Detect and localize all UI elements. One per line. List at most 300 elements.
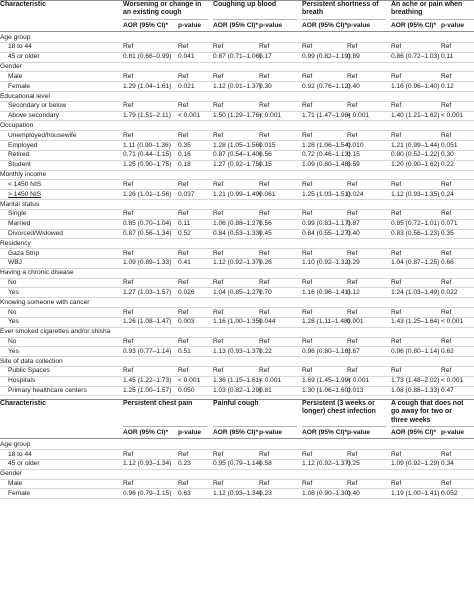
table-cell: Ref: [123, 180, 134, 188]
table-cell: Ref: [178, 308, 189, 316]
table-cell: 0.34: [441, 460, 454, 468]
header-characteristic: Characteristic: [0, 399, 46, 407]
row-label: < 1450 NIS: [8, 180, 42, 188]
table-cell: 1.12 (0.91–1.37): [213, 82, 262, 90]
table-cell: Ref: [347, 367, 358, 375]
table-cell: 0.89: [347, 53, 360, 61]
table-cell: 0.96 (0.79–1.15): [123, 489, 172, 497]
header-pvalue: p-value: [441, 428, 465, 436]
table-cell: 1.50 (1.29–1.76): [213, 112, 262, 120]
table-cell: 1.03 (0.82–1.29): [213, 387, 262, 395]
header-bottom-rule: [0, 438, 474, 439]
table-cell: 0.16: [178, 151, 191, 159]
table-cell: Ref: [391, 210, 402, 218]
table-cell: Ref: [259, 249, 270, 257]
table-cell: < 0.001: [178, 112, 201, 120]
table-cell: 1.11 (0.90–1.36): [123, 141, 171, 149]
row-divider: [0, 179, 474, 180]
header-group-title: breathing: [391, 9, 423, 17]
row-label: > 1450 NIS: [8, 190, 42, 198]
category-label: Educational level: [0, 92, 50, 100]
table-cell: 0.015: [259, 141, 276, 149]
table-cell: 0.30: [259, 82, 272, 90]
table-cell: 1.16 (0.96–1.40): [391, 82, 440, 90]
table-cell: Ref: [178, 279, 189, 287]
table-cell: 1.09 (0.92–1.29): [391, 460, 440, 468]
table-cell: 0.15: [347, 151, 360, 159]
row-label: No: [8, 308, 17, 316]
table-cell: 0.40: [347, 489, 360, 497]
category-label: Monthly income: [0, 171, 47, 179]
row-label: Above secondary: [8, 112, 59, 120]
table-cell: 1.08 (0.90–1.30): [302, 489, 351, 497]
table-cell: < 0.001: [178, 377, 201, 385]
table-cell: Ref: [178, 450, 189, 458]
table-cell: Ref: [259, 210, 270, 218]
table-cell: 0.024: [347, 190, 364, 198]
table-cell: Ref: [259, 338, 270, 346]
row-divider: [0, 238, 474, 239]
table-cell: 1.13 (0.93–1.37): [213, 347, 262, 355]
table-cell: 0.41: [178, 259, 191, 267]
table-cell: Ref: [441, 480, 452, 488]
table-cell: 1.21 (0.99–1.49): [213, 190, 262, 198]
table-cell: 0.95 (0.79–1.14): [213, 460, 262, 468]
table-cell: 0.87 (0.71–1.06): [213, 53, 262, 61]
table-cell: Ref: [213, 338, 224, 346]
table-cell: Ref: [347, 249, 358, 257]
table-cell: < 0.001: [441, 112, 464, 120]
table-cell: 0.061: [259, 190, 276, 198]
header-group-rule: [123, 426, 208, 427]
table-cell: < 0.001: [259, 377, 282, 385]
row-divider: [0, 337, 474, 338]
table-cell: Ref: [302, 43, 313, 51]
header-pvalue: p-value: [178, 428, 202, 436]
table-cell: Ref: [123, 102, 134, 110]
row-label: Female: [8, 489, 30, 497]
table-cell: Ref: [178, 367, 189, 375]
table-cell: Ref: [347, 308, 358, 316]
table-cell: 1.28 (1.06–1.54): [302, 141, 351, 149]
table-cell: Ref: [123, 308, 134, 316]
table-cell: 0.40: [347, 230, 360, 237]
table-cell: Ref: [441, 43, 452, 51]
row-label: 45 or older: [8, 460, 40, 468]
table-cell: < 0.001: [441, 318, 464, 326]
table-cell: 0.044: [259, 318, 276, 326]
table-cell: 0.47: [441, 387, 454, 395]
row-divider: [0, 42, 474, 43]
table-cell: 1.25 (1.03–1.51): [302, 190, 351, 198]
table-cell: Ref: [123, 43, 134, 51]
row-label: Male: [8, 72, 23, 80]
header-pvalue: p-value: [178, 21, 202, 29]
table-cell: 1.26 (1.08–1.47): [123, 318, 172, 326]
table-cell: 0.041: [178, 53, 195, 61]
table-cell: 0.23: [178, 460, 191, 468]
table-cell: 1.12 (0.93–1.34): [213, 489, 262, 497]
row-divider: [0, 248, 474, 249]
table-cell: Ref: [213, 43, 224, 51]
table-cell: Ref: [123, 338, 134, 346]
table-cell: 0.70: [259, 288, 272, 296]
header-group-rule: [302, 19, 386, 20]
table-cell: Ref: [391, 279, 402, 287]
table-cell: Ref: [347, 338, 358, 346]
table-cell: Ref: [347, 180, 358, 188]
row-divider: [0, 199, 474, 200]
header-group-title: breath: [302, 9, 324, 17]
table-cell: 1.73 (1.48–2.02): [391, 377, 440, 385]
header-aor: AOR (95% CI)*: [123, 21, 169, 29]
table-cell: Ref: [441, 210, 452, 218]
table-cell: 0.12: [441, 82, 454, 90]
table-cell: Ref: [391, 131, 402, 139]
table-cell: Ref: [259, 43, 270, 51]
row-label: Yes: [8, 318, 19, 326]
table-cell: 1.12 (0.93–1.35): [391, 190, 440, 198]
header-pvalue: p-value: [347, 428, 371, 436]
table-cell: Ref: [347, 480, 358, 488]
header-pvalue: p-value: [259, 21, 283, 29]
table-cell: Ref: [441, 102, 452, 110]
header-group-title: Persistent chest pain: [123, 399, 193, 407]
table-cell: 1.43 (1.25–1.64): [391, 318, 440, 326]
table-cell: Ref: [302, 308, 313, 316]
row-divider: [0, 395, 474, 396]
table-cell: Ref: [259, 72, 270, 80]
header-group-title: Coughing up blood: [213, 1, 277, 8]
table-cell: Ref: [123, 480, 134, 488]
row-label: 18 to 44: [8, 450, 32, 458]
table-cell: 0.93 (0.77–1.14): [123, 347, 172, 355]
header-group-rule: [391, 426, 474, 427]
table-cell: Ref: [178, 480, 189, 488]
category-label: Knowing someone with cancer: [0, 298, 90, 306]
table-cell: 1.71 (1.47–1.98): [302, 112, 351, 120]
table-cell: 0.66: [441, 259, 454, 267]
table-cell: Ref: [391, 480, 402, 488]
table-cell: 0.56: [259, 220, 272, 228]
table-cell: Ref: [391, 367, 402, 375]
row-label: Secondary or below: [8, 102, 67, 110]
table-cell: 1.12 (0.93–1.34): [123, 460, 172, 468]
table-cell: 0.96 (0.80–1.14): [391, 347, 440, 355]
table-cell: Ref: [441, 249, 452, 257]
row-divider: [0, 101, 474, 102]
table-cell: 0.92 (0.76–1.12): [302, 82, 351, 90]
table-cell: Ref: [391, 450, 402, 458]
table-cell: 0.56: [259, 151, 272, 159]
table-cell: 0.85 (0.70–1.04): [123, 220, 172, 228]
row-divider: [0, 120, 474, 121]
table-cell: 1.04 (0.87–1.25): [391, 259, 440, 267]
table-cell: 1.29 (1.04–1.61): [123, 82, 172, 90]
table-cell: 0.59: [347, 161, 360, 169]
table-cell: Ref: [302, 367, 313, 375]
table-cell: 1.69 (1.45–1.99): [302, 377, 351, 385]
table-cell: 0.071: [441, 220, 458, 228]
table-cell: 0.037: [178, 190, 195, 198]
table-cell: 0.85 (0.72–1.01): [391, 220, 440, 228]
row-divider: [0, 307, 474, 308]
row-label: Hospitals: [8, 377, 36, 385]
table-cell: Ref: [213, 480, 224, 488]
table-cell: 0.58: [259, 460, 272, 468]
header-characteristic: Characteristic: [0, 1, 46, 8]
table-cell: 0.013: [347, 387, 364, 395]
table-cell: 0.12: [347, 288, 360, 296]
table-cell: 0.22: [259, 347, 272, 355]
table-cell: Ref: [347, 131, 358, 139]
table-cell: < 0.001: [347, 377, 370, 385]
table-cell: 0.81 (0.66–0.99): [123, 53, 172, 61]
row-label: 45 or older: [8, 53, 40, 61]
table-cell: 0.24: [441, 190, 454, 198]
table-cell: 1.27 (0.92–1.75): [213, 161, 262, 169]
table-cell: 1.79 (1.51–2.11): [123, 112, 171, 120]
row-divider: [0, 479, 474, 480]
row-divider: [0, 449, 474, 450]
table-cell: Ref: [178, 180, 189, 188]
table-cell: Ref: [213, 308, 224, 316]
row-label: Public Spaces: [8, 367, 50, 375]
table-cell: Ref: [441, 180, 452, 188]
table-cell: 0.003: [178, 318, 195, 326]
table-cell: Ref: [391, 72, 402, 80]
table-cell: 0.84 (0.53–1.33): [213, 230, 262, 237]
header-group-rule: [391, 19, 474, 20]
table-cell: Ref: [259, 131, 270, 139]
table-cell: 0.87: [347, 220, 360, 228]
table-cell: Ref: [213, 279, 224, 287]
table-cell: Ref: [302, 210, 313, 218]
table-cell: 0.99 (0.82–1.19): [302, 53, 351, 61]
table-cell: 1.04 (0.85–1.27): [213, 288, 262, 296]
header-group-title: longer) chest infection: [302, 408, 376, 416]
table-cell: Ref: [259, 279, 270, 287]
table-cell: Ref: [178, 131, 189, 139]
table-cell: Ref: [347, 43, 358, 51]
table-cell: Ref: [259, 180, 270, 188]
table-cell: Ref: [302, 131, 313, 139]
table-cell: 1.45 (1.22–1.73): [123, 377, 172, 385]
row-divider: [0, 209, 474, 210]
table-cell: 0.63: [178, 489, 191, 497]
table-cell: Ref: [391, 102, 402, 110]
table-cell: Ref: [213, 450, 224, 458]
table-cell: 1.10 (0.92–1.32): [302, 259, 351, 267]
table-cell: 1.06 (0.88–1.27): [213, 220, 262, 228]
table-cell: Ref: [178, 338, 189, 346]
table-cell: 0.87 (0.56–1.34): [123, 230, 172, 237]
table-cell: 1.09 (0.80–1.48): [302, 161, 351, 169]
table-cell: Ref: [347, 210, 358, 218]
table-cell: 0.51: [178, 347, 191, 355]
header-group-rule: [213, 426, 297, 427]
header-aor: AOR (95% CI)*: [123, 428, 169, 436]
table-cell: Ref: [259, 308, 270, 316]
table-cell: < 0.001: [441, 377, 464, 385]
category-label: Occupation: [0, 121, 34, 129]
table-cell: 0.96 (0.80–1.16): [302, 347, 351, 355]
row-label: 18 to 44: [8, 43, 32, 51]
table-cell: 0.67: [347, 347, 360, 355]
table-cell: Ref: [178, 43, 189, 51]
table-cell: Ref: [391, 43, 402, 51]
table-cell: Ref: [347, 450, 358, 458]
table-cell: Ref: [213, 367, 224, 375]
row-divider: [0, 170, 474, 171]
category-label: Ever smoked cigarettes and/or shisha: [0, 328, 111, 336]
table-cell: Ref: [302, 450, 313, 458]
table-cell: 0.022: [441, 288, 458, 296]
table-cell: 1.25 (1.00–1.57): [123, 387, 172, 395]
table-cell: 0.22: [441, 161, 454, 169]
table-cell: 1.24 (1.03–1.49): [391, 288, 440, 296]
table-cell: Ref: [441, 131, 452, 139]
table-cell: Ref: [302, 480, 313, 488]
table-cell: Ref: [259, 102, 270, 110]
table-cell: 1.12 (0.92–1.37): [302, 460, 351, 468]
table-cell: 0.11: [178, 220, 191, 228]
header-aor: AOR (95% CI)*: [302, 21, 348, 29]
table-cell: 0.026: [178, 288, 195, 296]
table-cell: 1.36 (1.15–1.61): [213, 377, 262, 385]
table-cell: 0.83 (0.56–1.23): [391, 230, 440, 237]
table-cell: 0.86 (0.72–1.03): [391, 53, 440, 61]
table-cell: 1.09 (0.89–1.33): [123, 259, 172, 267]
row-label: Female: [8, 82, 30, 90]
table-cell: 1.26 (1.01–1.56): [123, 190, 172, 198]
table-cell: < 0.001: [347, 112, 370, 120]
header-pvalue: p-value: [259, 428, 283, 436]
row-label: No: [8, 338, 17, 346]
table-cell: Ref: [123, 367, 134, 375]
table-cell: 0.25: [347, 460, 360, 468]
table-cell: 1.08 (0.88–1.33): [391, 387, 440, 395]
table-cell: Ref: [441, 367, 452, 375]
table-cell: 0.81: [259, 387, 272, 395]
table-cell: Ref: [441, 72, 452, 80]
category-label: Marital status: [0, 200, 40, 208]
header-group-title: An ache or pain when: [391, 1, 463, 8]
header-group-title: Worsening or change in: [123, 1, 202, 8]
table-cell: Ref: [178, 210, 189, 218]
row-label: Married: [8, 220, 31, 228]
category-label: Residency: [0, 239, 31, 247]
category-label: Having a chronic disease: [0, 269, 74, 277]
table-cell: 0.80 (0.52–1.22): [391, 151, 440, 159]
header-bottom-rule: [0, 31, 474, 32]
table-cell: 1.20 (0.90–1.62): [391, 161, 440, 169]
table-cell: Ref: [391, 308, 402, 316]
table-cell: Ref: [123, 249, 134, 257]
category-label: Age group: [0, 440, 31, 448]
table-cell: Ref: [213, 210, 224, 218]
table-cell: 1.21 (0.99–1.44): [391, 141, 440, 149]
table-cell: 0.35: [178, 141, 191, 149]
table-cell: 1.25 (0.90–1.75): [123, 161, 172, 169]
table-cell: Ref: [302, 72, 313, 80]
header-group-rule: [302, 426, 386, 427]
header-group-title: Persistent (3 weeks or: [302, 399, 375, 407]
header-group-title: three weeks: [391, 416, 431, 424]
table-cell: 0.71 (0.44–1.15): [123, 151, 172, 159]
table-cell: Ref: [391, 338, 402, 346]
row-label: Unemployed/housewife: [8, 131, 77, 139]
table-cell: Ref: [259, 367, 270, 375]
header-group-title: A cough that does not: [391, 399, 464, 407]
table-cell: 0.87 (0.54–1.40): [213, 151, 262, 159]
table-cell: 1.16 (1.00–1.35): [213, 318, 262, 326]
header-pvalue: p-value: [441, 21, 465, 29]
table-cell: 0.30: [441, 151, 454, 159]
header-group-title: Painful cough: [213, 399, 259, 407]
header-aor: AOR (95% CI)*: [302, 428, 348, 436]
table-cell: Ref: [441, 279, 452, 287]
table-cell: 0.45: [259, 230, 272, 237]
table-cell: Ref: [441, 308, 452, 316]
row-label: Divorced/Widowed: [8, 230, 63, 237]
table-cell: Ref: [347, 72, 358, 80]
row-divider: [0, 498, 474, 499]
row-label: Retired: [8, 151, 30, 159]
header-aor: AOR (95% CI)*: [391, 428, 437, 436]
header-group-title: an existing cough: [123, 9, 182, 17]
header-aor: AOR (95% CI)*: [391, 21, 437, 29]
header-group-rule: [123, 19, 208, 20]
table-cell: Ref: [213, 102, 224, 110]
row-divider: [0, 91, 474, 92]
row-label: Employed: [8, 141, 38, 149]
table-cell: Ref: [302, 102, 313, 110]
table-cell: 0.72 (0.46–1.13): [302, 151, 351, 159]
header-pvalue: p-value: [347, 21, 371, 29]
row-divider: [0, 356, 474, 357]
table-cell: 0.052: [441, 489, 458, 497]
row-label: No: [8, 279, 17, 287]
table-cell: 1.27 (1.03–1.57): [123, 288, 172, 296]
row-divider: [0, 366, 474, 367]
header-aor: AOR (95% CI)*: [213, 21, 259, 29]
table-cell: 0.17: [259, 53, 272, 61]
table-cell: 1.28 (1.05–1.56): [213, 141, 262, 149]
table-cell: Ref: [302, 180, 313, 188]
table-cell: Ref: [123, 72, 134, 80]
table-cell: 0.35: [441, 230, 454, 237]
table-cell: Ref: [347, 279, 358, 287]
table-cell: 0.050: [178, 387, 195, 395]
table-cell: 0.23: [259, 489, 272, 497]
category-label: Age group: [0, 33, 31, 41]
table-cell: Ref: [259, 480, 270, 488]
table-cell: 1.12 (0.92–1.37): [213, 259, 262, 267]
table-cell: Ref: [123, 131, 134, 139]
table-cell: 0.051: [441, 141, 458, 149]
table-cell: 1.16 (0.96–1.41): [302, 288, 351, 296]
row-label: Male: [8, 480, 23, 488]
header-group-title: go away for two or: [391, 408, 452, 416]
table-cell: Ref: [178, 72, 189, 80]
table-cell: Ref: [213, 131, 224, 139]
category-label: Gender: [0, 470, 22, 478]
table-cell: 1.30 (1.06–1.60): [302, 387, 351, 395]
row-label: WBJ: [8, 259, 22, 267]
table-cell: 0.18: [178, 161, 191, 169]
table-cell: 0.001: [347, 318, 364, 326]
